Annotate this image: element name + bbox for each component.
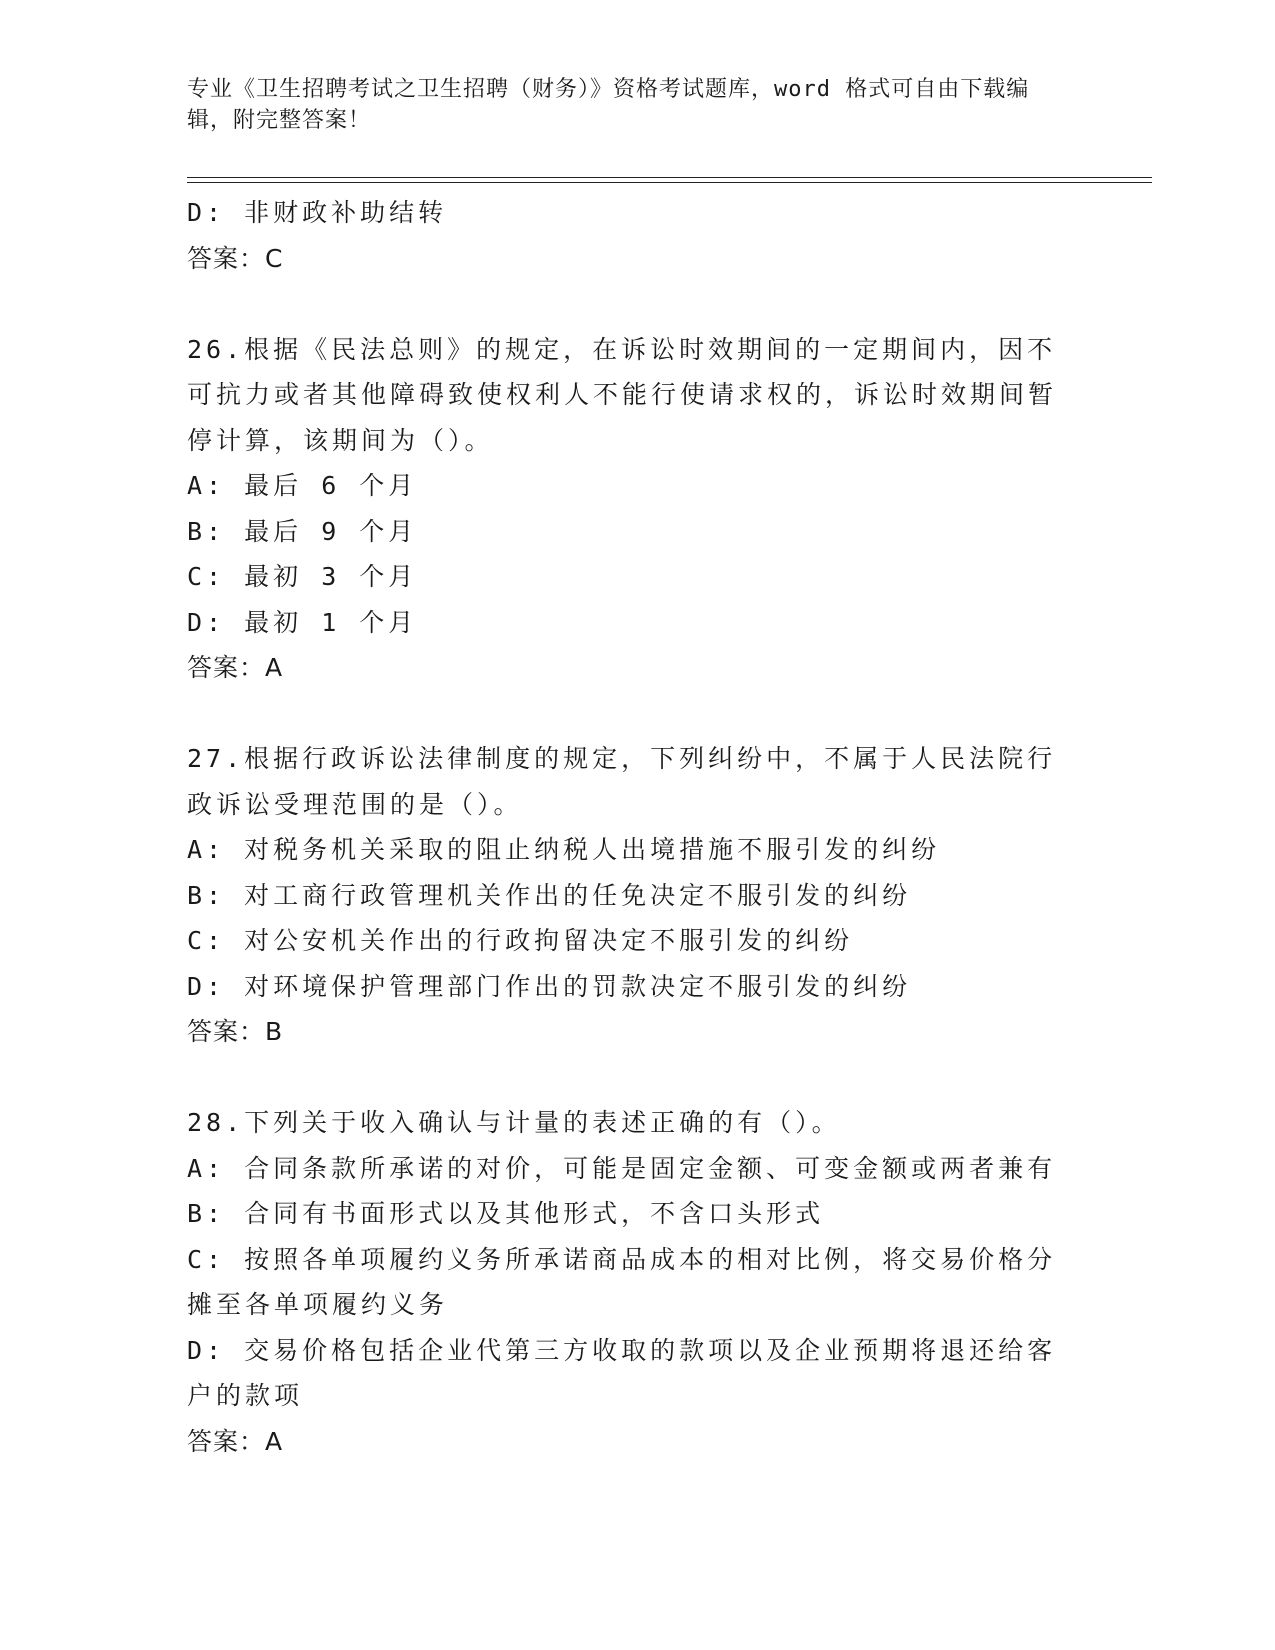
option-d: D: 最初 1 个月 (187, 607, 418, 637)
prev-option-d: D: 非财政补助结转 (187, 198, 448, 227)
answer: 答案：B (187, 1017, 284, 1046)
option-d: D: 交易价格包括企业代第三方收取的款项以及企业预期将退还给客户的款项 (187, 1335, 1057, 1410)
option-a: A: 最后 6 个月 (187, 471, 418, 500)
question-27 (187, 736, 1067, 1055)
header-divider-top (187, 177, 1152, 178)
option-b: B: 对工商行政管理机关作出的任免决定不服引发的纠纷 (187, 880, 912, 910)
question-stem: 26.根据《民法总则》的规定，在诉讼时效期间的一定期间内，因不可抗力或者其他障碍致使权利人不能行使请求权的，诉讼时效期间暂停计算，该期间为（）。 (187, 334, 1058, 455)
option-b: B: 最后 9 个月 (187, 516, 418, 546)
option-c: C: 最初 3 个月 (187, 562, 418, 591)
option-b: B: 合同有书面形式以及其他形式，不含口头形式 (187, 1199, 825, 1228)
question-stem: 28.下列关于收入确认与计量的表述正确的有（）。 (187, 1108, 841, 1137)
answer: 答案：A (187, 1426, 284, 1456)
prev-answer: 答案：C (187, 243, 284, 273)
option-c: C: 对公安机关作出的行政拘留决定不服引发的纠纷 (187, 926, 854, 955)
question-stem: 27.根据行政诉讼法律制度的规定，下列纠纷中，不属于人民法院行政诉讼受理范围的是（）。 (187, 744, 1057, 819)
answer: 答案：A (187, 653, 284, 682)
question-26 (187, 327, 1067, 691)
option-c: C: 按照各单项履约义务所承诺商品成本的相对比例，将交易价格分摊至各单项履约义务 (187, 1244, 1057, 1319)
option-d: D: 对环境保护管理部门作出的罚款决定不服引发的纠纷 (187, 971, 912, 1001)
header-divider-bottom (187, 182, 1152, 183)
question-content (187, 190, 1067, 1464)
option-a: A: 对税务机关采取的阻止纳税人出境措施不服引发的纠纷 (187, 835, 941, 864)
question-28 (187, 1100, 1067, 1464)
option-a: A: 合同条款所承诺的对价，可能是固定金额、可变金额或两者兼有 (187, 1153, 1057, 1183)
document-header: 专业《卫生招聘考试之卫生招聘（财务）》资格考试题库，word 格式可自由下载编辑，附完整答案！ (187, 77, 1030, 133)
